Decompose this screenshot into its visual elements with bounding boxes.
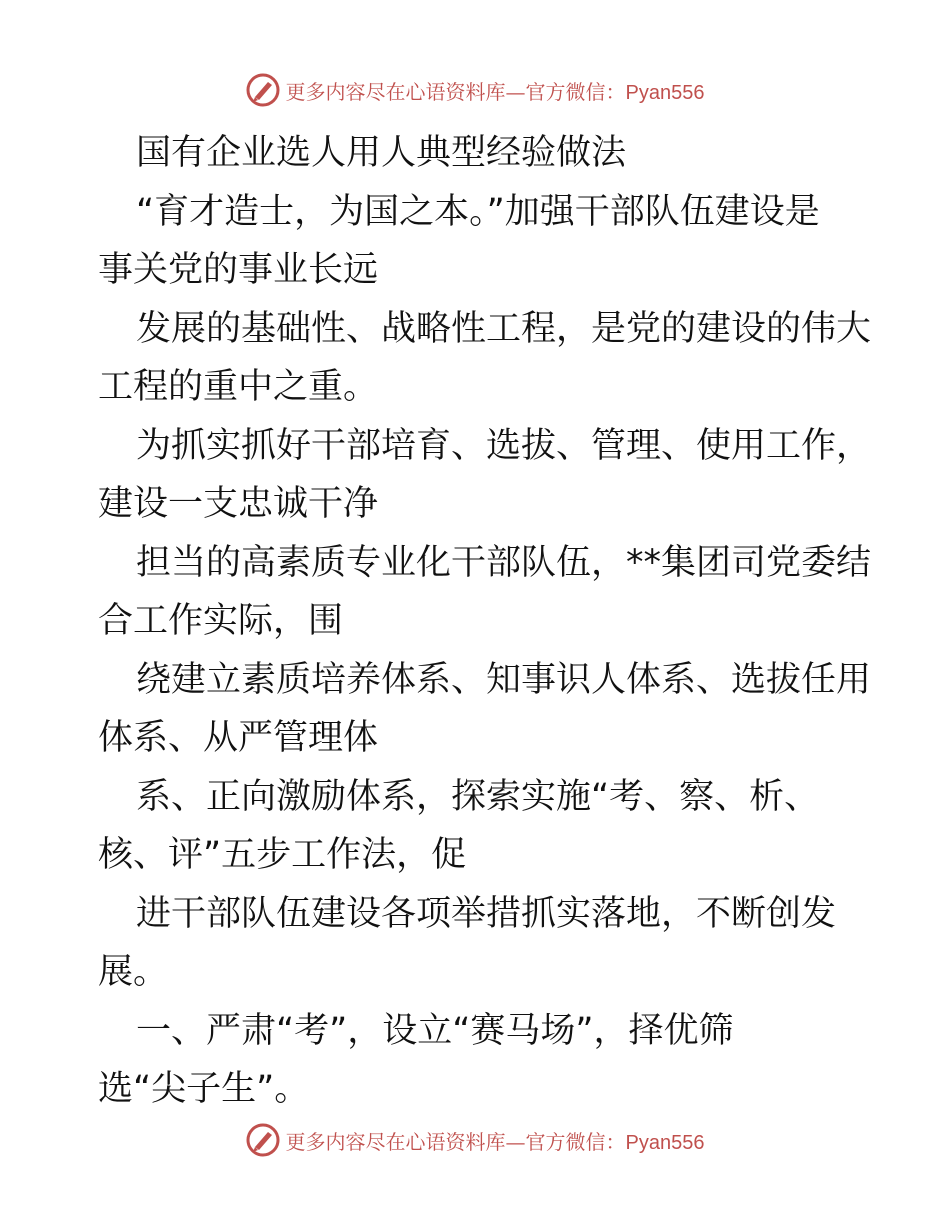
- text-line: 体系、从严管理体: [98, 718, 379, 758]
- watermark-text: 更多内容尽在心语资料库—官方微信：: [285, 1129, 626, 1154]
- header-watermark: [0, 70, 950, 110]
- text-line: 一、严肃“考”，设立“赛马场”，择优筛: [136, 1010, 734, 1051]
- text-line: 工程的重中之重。: [98, 367, 379, 407]
- text-line: 合工作实际，围: [98, 601, 344, 641]
- text-line: 国有企业选人用人典型经验做法: [136, 133, 627, 173]
- text-line: 选“尖子生”。: [98, 1069, 310, 1109]
- text-line: 事关党的事业长远: [98, 250, 379, 290]
- text-line: 为抓实抓好干部培育、选拔、管理、使用工作，: [136, 425, 872, 466]
- text-line: 展。: [98, 952, 169, 992]
- pen-logo-icon: [246, 1123, 280, 1157]
- pen-logo-icon: [246, 73, 280, 107]
- watermark-id: Pyan556: [625, 1131, 705, 1154]
- footer-watermark: [0, 1120, 950, 1160]
- watermark-text: 更多内容尽在心语资料库—官方微信：: [285, 79, 626, 104]
- text-line: 发展的基础性、战略性工程，是党的建设的伟大: [136, 308, 872, 349]
- text-line: “育才造士，为国之本。”加强干部队伍建设是: [136, 191, 820, 232]
- text-line: 建设一支忠诚干净: [98, 484, 379, 524]
- text-line: 系、正向激励体系，探索实施“考、察、析、: [136, 776, 820, 817]
- text-line: 担当的高素质专业化干部队伍，**集团司党委结: [136, 542, 872, 583]
- text-line: 绕建立素质培养体系、知事识人体系、选拔任用: [136, 659, 872, 700]
- text-line: 核、评”五步工作法，促: [98, 835, 467, 875]
- document-body: [98, 124, 872, 1119]
- text-line: 进干部队伍建设各项举措抓实落地，不断创发: [136, 893, 837, 934]
- watermark-id: Pyan556: [625, 81, 705, 104]
